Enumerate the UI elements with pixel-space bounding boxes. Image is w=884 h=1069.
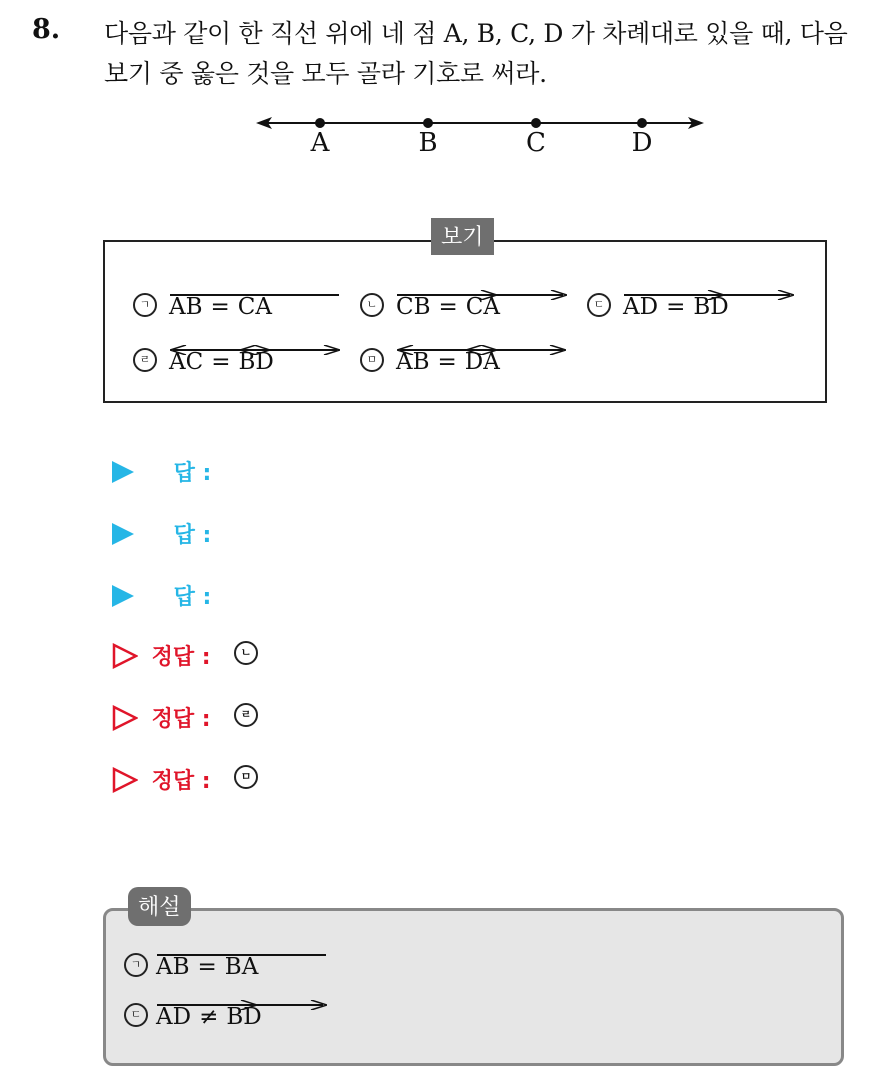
outline-triangle-icon [112, 643, 138, 669]
ray-arrow-icon [467, 290, 567, 300]
point-label-d: D [631, 128, 653, 158]
answer-label: 답 : [173, 523, 212, 548]
ray-symbol: BD [693, 288, 728, 320]
play-triangle-icon [112, 461, 134, 483]
ray-symbol: BD [226, 998, 261, 1030]
outline-triangle-icon [112, 767, 138, 793]
bogi-option-5: ㅁ AB = DA [360, 343, 500, 375]
double-arrow-icon [466, 345, 566, 355]
option-mark: ㄱ [124, 953, 148, 977]
explanation-line-1: ㄱ AB = BA [124, 948, 258, 980]
correct-answer-label: 정답 : [151, 769, 211, 794]
ray-symbol: CB [396, 288, 431, 320]
segment-symbol: BA [225, 948, 259, 980]
bogi-box [103, 240, 827, 403]
correct-answer-value: ㄴ [234, 641, 258, 665]
option-mark: ㄹ [133, 348, 157, 372]
overline-icon [239, 290, 339, 300]
option-mark: ㄷ [587, 293, 611, 317]
ray-arrow-icon [227, 1000, 327, 1010]
segment-symbol: AB [156, 948, 190, 980]
question-number: 8. [32, 14, 61, 45]
segment-symbol: CA [238, 288, 272, 320]
correct-answer-row-3 [112, 764, 270, 795]
correct-answer-row-2 [112, 702, 270, 733]
bogi-option-4: ㄹ AC = BD [133, 343, 274, 375]
answer-row-2 [112, 518, 211, 549]
bogi-title: 보기 [431, 218, 494, 255]
correct-answer-label: 정답 : [151, 707, 211, 732]
ray-symbol: AD [156, 998, 191, 1030]
play-triangle-icon [112, 523, 134, 545]
correct-answer-value: ㄹ [234, 703, 258, 727]
double-arrow-icon [240, 345, 340, 355]
answer-label: 답 : [173, 461, 212, 486]
question-text-line-2: 보기 중 옳은 것을 모두 골라 기호로 써라. [104, 59, 547, 88]
correct-answer-label: 정답 : [151, 645, 211, 670]
option-mark: ㅁ [360, 348, 384, 372]
explanation-title: 해설 [128, 887, 191, 926]
bogi-option-3: ㄷ AD = BD [587, 288, 729, 320]
option-mark: ㄷ [124, 1003, 148, 1027]
outline-triangle-icon [112, 705, 138, 731]
overline-icon [226, 950, 326, 960]
ray-symbol: CA [466, 288, 500, 320]
answer-row-1 [112, 456, 211, 487]
play-triangle-icon [112, 585, 134, 607]
segment-symbol: AB [169, 288, 203, 320]
question-text-line-1: 다음과 같이 한 직선 위에 네 점 A, B, C, D 가 차례대로 있을 때, 다음 [104, 19, 848, 48]
option-mark: ㄴ [360, 293, 384, 317]
bogi-option-2: ㄴ CB = CA [360, 288, 500, 320]
option-mark: ㄱ [133, 293, 157, 317]
line-symbol: DA [465, 343, 500, 375]
point-d-dot [637, 118, 647, 128]
line-symbol: AC [169, 343, 203, 375]
point-label-c: C [526, 128, 546, 158]
correct-answer-row-1 [112, 640, 270, 671]
line-symbol: AB [396, 343, 430, 375]
answer-label: 답 : [173, 585, 212, 610]
point-c-dot [531, 118, 541, 128]
point-b-dot [423, 118, 433, 128]
correct-answer-value: ㅁ [234, 765, 258, 789]
explanation-line-2: ㄷ AD ≠ BD [124, 998, 262, 1030]
line-symbol: BD [239, 343, 274, 375]
point-a-dot [315, 118, 325, 128]
point-label-a: A [310, 128, 330, 158]
explanation-box [103, 908, 844, 1066]
ray-arrow-icon [694, 290, 794, 300]
bogi-option-1: ㄱ AB = CA [133, 288, 272, 320]
point-label-b: B [418, 128, 438, 158]
answer-row-3 [112, 580, 211, 611]
ray-symbol: AD [623, 288, 658, 320]
